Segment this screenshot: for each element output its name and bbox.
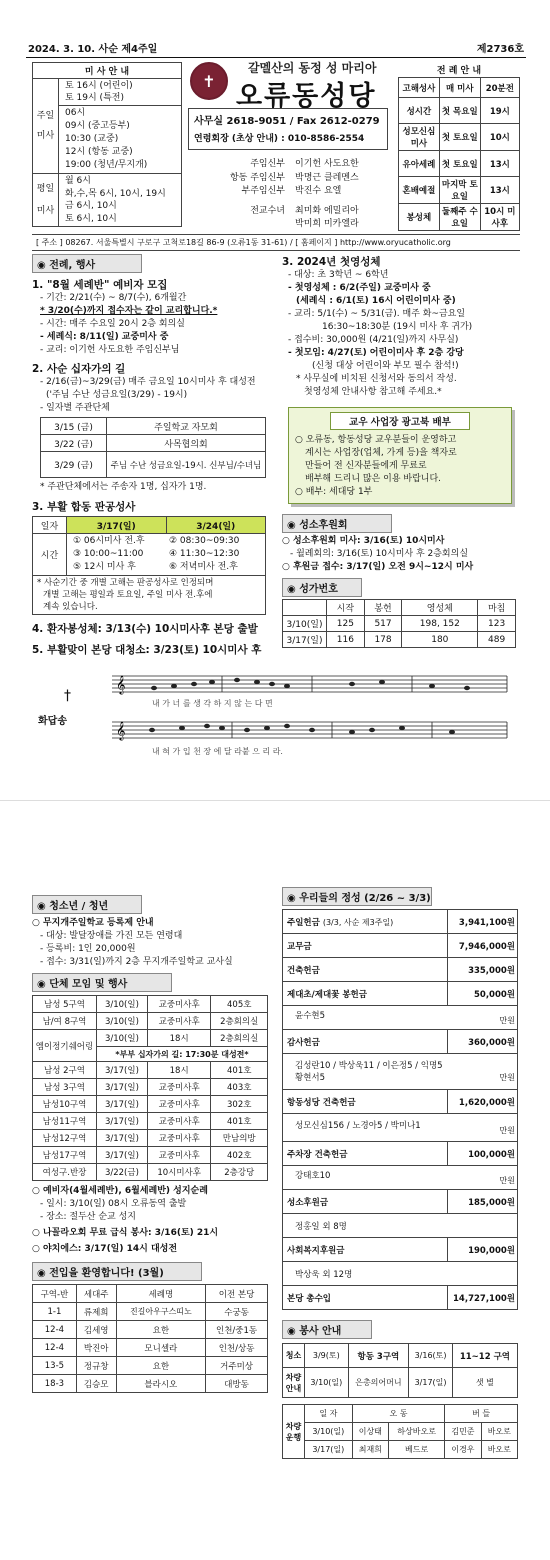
youth-heading: ◉ 청소년 / 청년 bbox=[32, 895, 142, 914]
groups-heading: ◉ 단체 모임 및 행사 bbox=[32, 973, 172, 992]
confession-table: 일자 3/17(일) 3/24(일) 시간 ① 06시미사 전.후 ② 08:30~09:30 ③ 10:00~11:00 ④ 11:30~12:30 ⑤ 12시 미사 후 ⑥ 저녁미사 전.후 * 사순기간 중 개별 고해는 판공성사로 인정되며 개별 고해는 평일과 토요일, 주일 미사 전.후에 계속 있습니다. bbox=[32, 516, 266, 615]
issue-number: 제2736호 bbox=[476, 44, 524, 55]
weekday-mass-label: 평일 미사 bbox=[33, 174, 59, 227]
bulletin-date: 2024. 3. 10. 사순 제4주일 bbox=[28, 44, 158, 55]
page-header bbox=[26, 40, 526, 58]
item-3-title: 3. 부활 합동 판공성사 bbox=[32, 501, 136, 513]
lyric-line-1: 내 가 너 를 생 각 하 지 않 는 다 면 bbox=[152, 699, 273, 708]
item-5: 5. 부활맞이 본당 대청소: 3/23(토) 10시미사 후 bbox=[32, 644, 262, 656]
sunday-mass-label: 주일 미사 bbox=[33, 79, 59, 174]
stations-table: 3/15 (금) 주일학교 자모회 3/22 (금) 사목협의회 3/29 (금) 주님 수난 성금요일-19시. 신부님/수녀님 bbox=[40, 417, 266, 478]
hymn-table: 시작 봉헌 영성체 마침 3/10(일) 125 517 198, 152 123 3/17(일) 116 178 180 489 bbox=[282, 599, 516, 648]
page-2 bbox=[0, 800, 550, 1560]
psalm-score bbox=[112, 670, 512, 770]
mass-title: 미 사 안 내 bbox=[32, 62, 182, 78]
groups-table: 남성 5구역 3/10(일) 교중미사후 405호 남/여 8구역 3/10(일) 교중미사후 2층회의실 엠이정기쉐어링 3/10(일) 18시 2층회의실 *부부 십자가의 길: 17:30분 대성전* 남성 2구역 3/17(일) 18시 401호 남성 3구역 3/17(일) 교중미사후 403호 남성10구역 3/17(일) 교중미사후 302호 남성11구역 3/17(일) 교중미사후 401호 남성12구역 3/17(일) 교중미사후 만남의방 남성17구역 3/17(일) 교중미사후 402호 여성구.반장 3/22(금) 10시미사후 2층강당 bbox=[32, 995, 268, 1181]
cross-icon: † bbox=[64, 688, 71, 704]
offering-table: 주일헌금 (3/3, 사순 제3주일) 3,941,100원 교무금 7,946,000원 건축헌금 335,000원 제대초/제대꽃 봉헌금 50,000원 윤수현5 만원 감사헌금 360,000원 김성란10 / 박상욱11 / 이은정5 / 익명5 황현서5 만원 항동성당 건축헌금 1,620,000원 성모신심156 / 노경아5 / 박미나1 만원 주차장 건축헌금 100,000원 강태호10 만원 성소후원금 185,000원 정홍일 외 8명 사회복지후원금 190,000원 박상욱 외 12명 본당 총수입 14,727,100원 bbox=[282, 909, 518, 1310]
welcome-heading: ◉ 전입을 환영합니다! (3월) bbox=[32, 1262, 202, 1281]
liturgy-heading: ◉ 전례, 행사 bbox=[32, 254, 142, 273]
office-box bbox=[188, 108, 388, 150]
service-table: 청소 3/9(토) 항동 3구역 3/16(토) 11~12 구역 차량 안내 3/10(일) 은총의어머니 3/17(일) 샛 별 bbox=[282, 1343, 518, 1398]
vocation-heading: ◉ 성소후원회 bbox=[282, 514, 392, 533]
item-4: 4. 환자봉성체: 3/13(수) 10시미사후 본당 출발 bbox=[32, 623, 258, 635]
lyric-line-2: 내 혀 가 입 천 장 에 달 라붙 으 리 라. bbox=[152, 747, 283, 756]
mass-schedule bbox=[32, 62, 182, 227]
p2-left-column: ◉ 청소년 / 청년 ○ 무지개주일학교 등록제 안내 - 대상: 발달장애를 가진 모든 연령대 - 등록비: 1인 20,000원 - 접수: 3/31(일)까지 2층 무지개주일학교 교사실 ◉ 단체 모임 및 행사 남성 5구역 3/10(일) 교중미사후 405호 남/여 8구역 3/10(일) 교중미사후 2층회의실 엠이정기쉐어링 3/10(일) 18시 2층회의실 *부부 십자가의 길: 17:30분 대성전* 남성 2구역 3/17(일) 18시 401호 남성 3구역 3/17(일) 교중미사후 403호 남성10구역 3/17(일) 교중미사후 302호 남성11구역 3/17(일) 교중미사후 401호 남성12구역 3/17(일) 교중미사후 만남의방 남성17구역 3/17(일) 교중미사후 402호 여성구.반장 3/22(금) 10시미사후 2층강당 ○ 예비자(4월세례반), 6월세례반) 성지순례 - 일시: 3/10(일) 08시 오류동역 출발 - 장소: 절두산 순교 성지 ○ 나꼴라오회 무료 급식 봉사: 3/16(토) 21시 ○ 야치에스: 3/17(일) 14시 대성전 ◉ 전입을 환영합니다! (3월) 구역-반 세대주 세례명 이전 본당 1-1 류제희 진길아우구스띠노 수궁동 12-4 김세영 요한 인천/중1동 12-4 박진아 모니셀라 인천/상동 13-5 정규창 요한 거주미상 18-3 김승모 블라시오 대방동 bbox=[32, 895, 272, 1393]
treble-clef-icon: 𝄞 bbox=[116, 675, 126, 694]
sacrament-schedule: 전 례 안 내 고해성사 매 미사 20분전 성시간 첫 목요일 19시 성모신심 미사 첫 토요일 10시 유아세례 첫 토요일 13시 혼배예절 마지막 토요일 13시 봉성체 둘째주 수요일 10시 미사후 bbox=[398, 62, 520, 231]
staff-1 bbox=[112, 676, 507, 692]
notes-2 bbox=[149, 724, 455, 734]
left-column: ◉ 전례, 행사 1. "8월 세례반" 예비자 모집 - 기간: 2/21(수) ~ 8/7(수), 6개월간 * 3/20(수)까지 접수자는 같이 교리합니다.* - 시간: 매주 수요일 20시 2층 회의실 - 세례식: 8/11(일) 교중미사 중 - 교리: 이기헌 사도요한 주임신부님 2. 사순 십자가의 길 - 2/16(금)~3/29(금) 매주 금요일 10시미사 후 대성전 ('주님 수난 성금요일(3/29) - 19시) - 일자별 주관단체 3/15 (금) 주일학교 자모회 3/22 (금) 사목협의회 3/29 (금) 주님 수난 성금요일-19시. 신부님/수녀님 * 주관단체에서는 주송자 1명, 십자가 1명. 3. 부활 합동 판공성사 일자 3/17(일) 3/24(일) 시간 ① 06시미사 전.후 ② 08:30~09:30 ③ 10:00~11:00 ④ 11:30~12:30 ⑤ 12시 미사 후 ⑥ 저녁미사 전.후 * 사순기간 중 개별 고해는 판공성사로 인정되며 개별 고해는 평일과 토요일, 주일 미사 전.후에 계속 있습니다. 4. 환자봉성체: 3/13(수) 10시미사후 본당 출발 5. 부활맞이 본당 대청소: 3/23(토) 10시미사 후 bbox=[32, 254, 272, 657]
weekday-mass-times: 월 6시 화,수,목 6시, 10시, 19시 금 6시, 10시 토 6시, 10시 bbox=[59, 174, 182, 227]
saturday-mass: 토 16시 (어린이) 토 19시 (특전) bbox=[59, 79, 182, 106]
hymn-heading: ◉ 성가번호 bbox=[282, 578, 362, 597]
item-2-title: 2. 사순 십자가의 길 bbox=[32, 363, 126, 375]
right-column: 3. 2024년 첫영성체 - 대상: 초 3학년 ~ 6학년 - 첫영성체 : 6/2(주일) 교중미사 중 (세례식 : 6/1(토) 16시 어린이미사 중) - 교리: 5/1(수) ~ 5/31(금). 매주 화~금요일 16:30~18:30분 (19시 미사 후 귀가) - 접수비: 30,000원 (4/21(일)까지 사무실) - 첫모임: 4/27(토) 어린이미사 후 2층 강당 (신청 대상 어린이와 부모 필수 참석!) * 사무실에 비치된 신청서와 동의서 작성. 첫영성체 안내사항 참고해 주세요.* 교우 사업장 광고북 배부 ○ 오류동, 항동성당 교우분들이 운영하고 계시는 사업장(업체, 가게 등)을 책자로 만들어 전 신자분들에게 무료로 배부해 드리니 많은 이용 바랍니다. ○ 배부: 세대당 1부 ◉ 성소후원회 ○ 성소후원회 미사: 3/16(토) 10시미사 - 월례회의: 3/16(토) 10시미사 후 2층회의실 ○ 후원금 접수: 3/17(일) 오전 9시~12시 미사 ◉ 성가번호 시작 봉헌 영성체 마침 3/10(일) 125 517 198, 152 123 3/17(일) 116 178 180 489 bbox=[282, 254, 522, 648]
church-logo-icon: ✝ bbox=[190, 62, 228, 100]
sacrament-title: 전 례 안 내 bbox=[436, 66, 482, 76]
first-communion-title: 3. 2024년 첫영성체 bbox=[282, 256, 381, 268]
funeral-contact: 연령회장 (초상 안내) : 010-8586-2554 bbox=[194, 134, 365, 144]
p2-right-column bbox=[282, 887, 522, 1459]
psalm-label: 화답송 bbox=[38, 716, 67, 727]
office-phone: 사무실 2618-9051 / Fax 2612-0279 bbox=[194, 116, 380, 127]
driving-table: 차량 운행 일 자 오 동 버 들 3/10(일) 이상태 하상바오로 김민준 바오로 3/17(일) 최재희 베드로 이경우 바오로 bbox=[282, 1404, 518, 1459]
welcome-table: 구역-반 세대주 세례명 이전 본당 1-1 류제희 진길아우구스띠노 수궁동 12-4 김세영 요한 인천/중1동 12-4 박진아 모니셀라 인천/상동 13-5 정규창 요한 거주미상 18-3 김승모 블라시오 대방동 bbox=[32, 1284, 268, 1393]
address-bar: [ 주소 ] 08267. 서울특별시 구로구 고척로18길 86-9 (오류1동 31-61) / [ 홈페이지 ] http://www.oryucatholic.org bbox=[32, 234, 520, 251]
item-1-title: 1. "8월 세례반" 예비자 모집 bbox=[32, 279, 168, 291]
treble-clef-icon: 𝄞 bbox=[116, 721, 126, 740]
offering-heading: ◉ 우리들의 정성 (2/26 ~ 3/3) bbox=[282, 887, 432, 906]
clergy-list: 주임신부 이기헌 사도요한 항동 주임신부 박명근 클레멘스 부주임신부 박진수 요엘 전교수녀 최미화 에밀리아 박미희 미카엘라 bbox=[229, 159, 359, 229]
service-heading: ◉ 봉사 안내 bbox=[282, 1320, 372, 1339]
sunday-mass-times: 06시 09시 (중고등부) 10:30 (교중) 12시 (항동 교중) 19:00 (청년/무지개) bbox=[59, 106, 182, 174]
ad-book-box: 교우 사업장 광고북 배부 ○ 오류동, 항동성당 교우분들이 운영하고 계시는 사업장(업체, 가게 등)을 책자로 만들어 전 신자분들에게 무료로 배부해 드리니 많은 이용 바랍니다. ○ 배부: 세대당 1부 bbox=[288, 407, 512, 504]
church-motto: 갈멜산의 동정 성 마리아 bbox=[248, 61, 377, 75]
church-name: 오류동성당 bbox=[236, 81, 377, 112]
